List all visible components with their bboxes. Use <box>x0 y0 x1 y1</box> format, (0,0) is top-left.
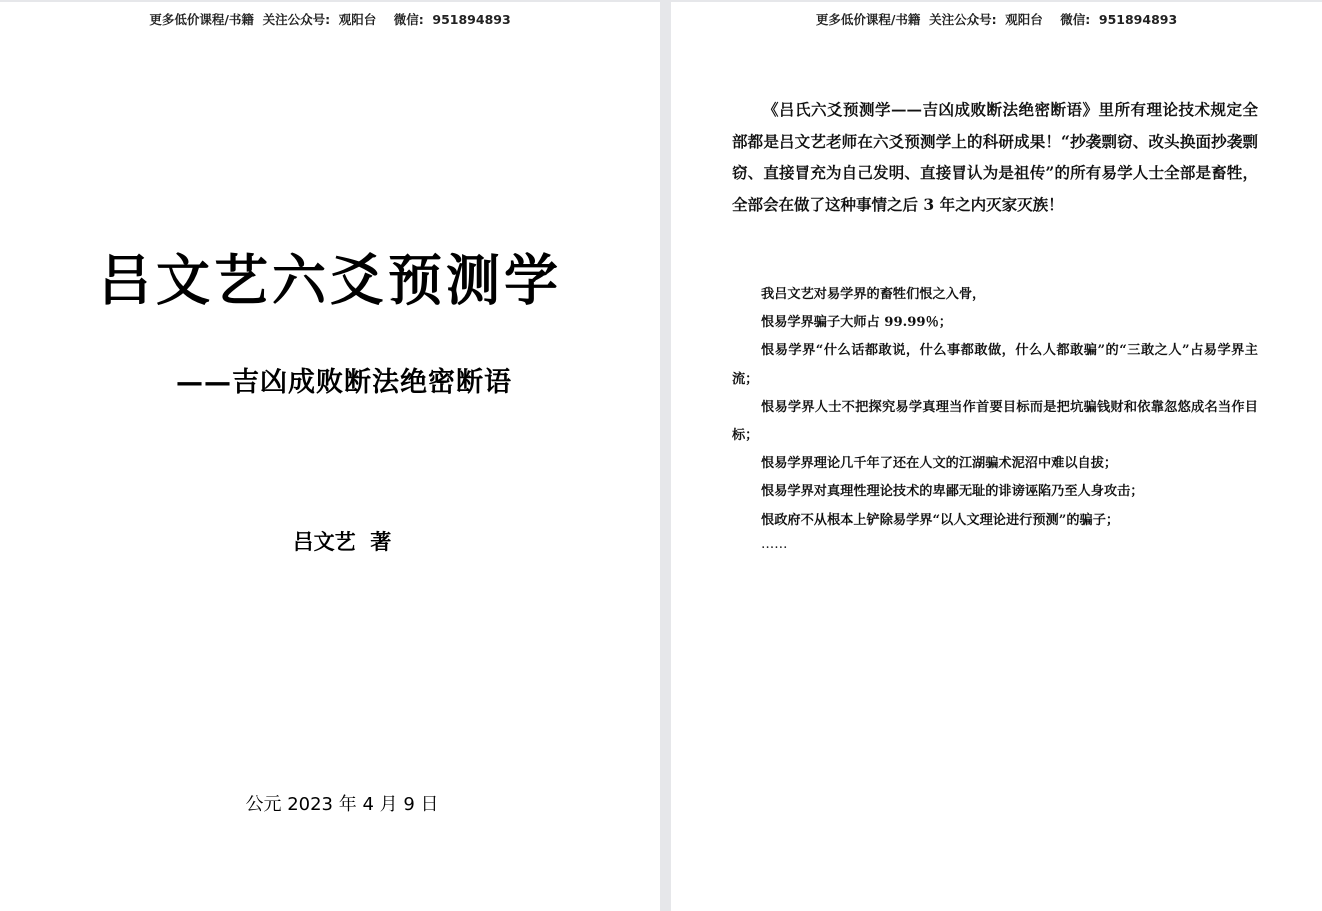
hate-line: 恨易学界人士不把探究易学真理当作首要目标而是把坑骗钱财和依靠忽悠成名当作目标； <box>732 399 1258 444</box>
hate-line: 恨政府不从根本上铲除易学界“以人文理论进行预测”的骗子； <box>761 512 1120 528</box>
hate-list <box>732 281 1258 555</box>
hate-line: 恨易学界对真理性理论技术的卑鄙无耻的诽谤诬陷乃至人身攻击； <box>761 484 1144 500</box>
book-title: 吕文艺六爻预测学 <box>98 248 562 313</box>
page-header: 更多低价课程/书籍 关注公众号: 观阳台 微信: 951894893 <box>815 12 1178 27</box>
hate-line: 恨易学界“什么话都敢说，什么事都敢做，什么人都敢骗”的“三敢之人”占易学界主流； <box>732 343 1258 387</box>
page-content <box>671 2 1322 911</box>
page-header: 更多低价课程/书籍 关注公众号: 观阳台 微信: 951894893 <box>149 12 511 27</box>
page-cover <box>0 2 660 911</box>
ellipsis: …… <box>761 536 788 552</box>
hate-line: 恨易学界理论几千年了还在人文的江湖骗术泥沼中难以自拔； <box>761 456 1118 472</box>
intro-paragraph: 《吕氏六爻预测学——吉凶成败断法绝密断语》里所有理论技术规定全部都是吕文艺老师在六爻预测学上的科研成果！“抄袭剽窃、改头换面抄袭剽窃、直接冒充为自己发明、直接冒认为是祖传”的所有易学人士全部是畜牲，全部会在做了这种事情之后 3 年之内灭家灭族！ <box>732 100 1258 214</box>
book-subtitle: ——吉凶成败断法绝密断语 <box>176 367 512 398</box>
book-author: 吕文艺 著 <box>292 530 392 554</box>
hate-line: 恨易学界骗子大师占 99.99％； <box>761 315 952 331</box>
publish-date: 公元 2023 年 4 月 9 日 <box>245 794 439 815</box>
hate-line: 我吕文艺对易学界的畜牲们恨之入骨， <box>761 287 986 302</box>
